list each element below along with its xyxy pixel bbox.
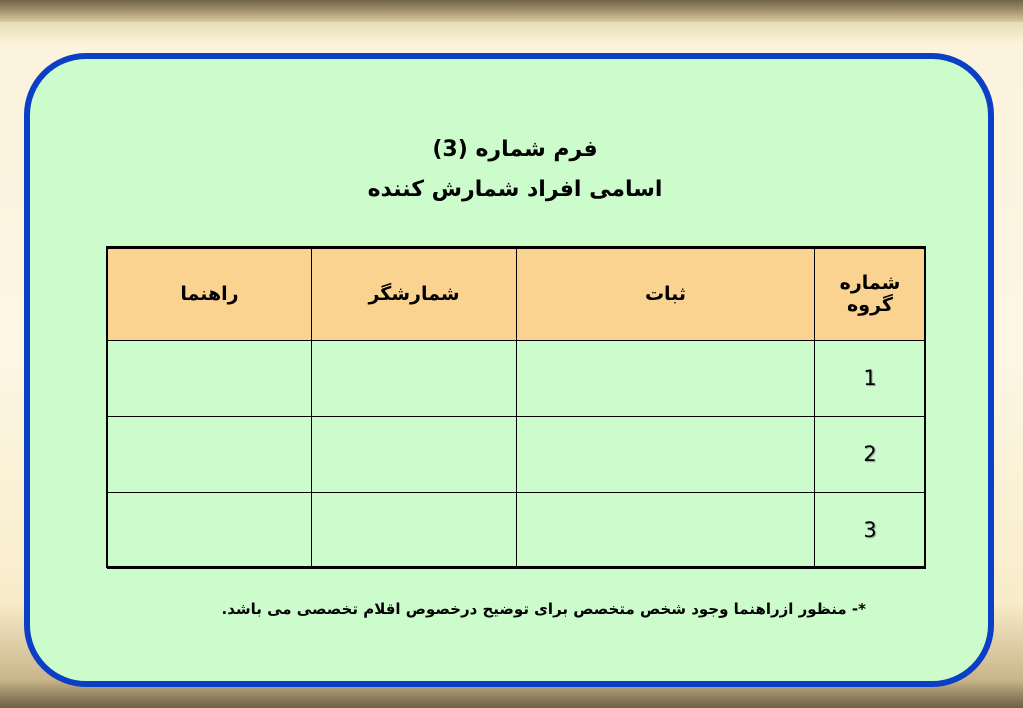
form-card [24, 53, 994, 687]
counter-cell[interactable] [312, 416, 517, 492]
table-header-row [108, 248, 926, 340]
group-number-cell: 2 [815, 416, 926, 492]
table-row [108, 340, 926, 416]
footnote: *- منظور ازراهنما وجود شخص متخصص برای توضیح درخصوص اقلام تخصصی می باشد. [221, 600, 866, 618]
form-subtitle: اسامی افراد شمارش کننده [367, 177, 663, 202]
table-row [108, 492, 926, 568]
recorder-cell[interactable] [517, 416, 815, 492]
form-title: فرم شماره (3) [432, 137, 598, 162]
guide-cell[interactable] [108, 416, 312, 492]
guide-cell[interactable] [108, 492, 312, 568]
counter-cell[interactable] [312, 340, 517, 416]
recorder-cell[interactable] [517, 340, 815, 416]
header-recorder: ثبات [517, 248, 815, 340]
header-group-number: شماره گروه [815, 248, 926, 340]
group-number-cell: 3 [815, 492, 926, 568]
header-guide: راهنما [108, 248, 312, 340]
recorder-cell[interactable] [517, 492, 815, 568]
counter-cell[interactable] [312, 492, 517, 568]
group-number-cell: 1 [815, 340, 926, 416]
slide-top-band [0, 0, 1023, 22]
header-counter: شمارشگر [312, 248, 517, 340]
table-row [108, 416, 926, 492]
guide-cell[interactable] [108, 340, 312, 416]
counters-table [107, 247, 926, 569]
